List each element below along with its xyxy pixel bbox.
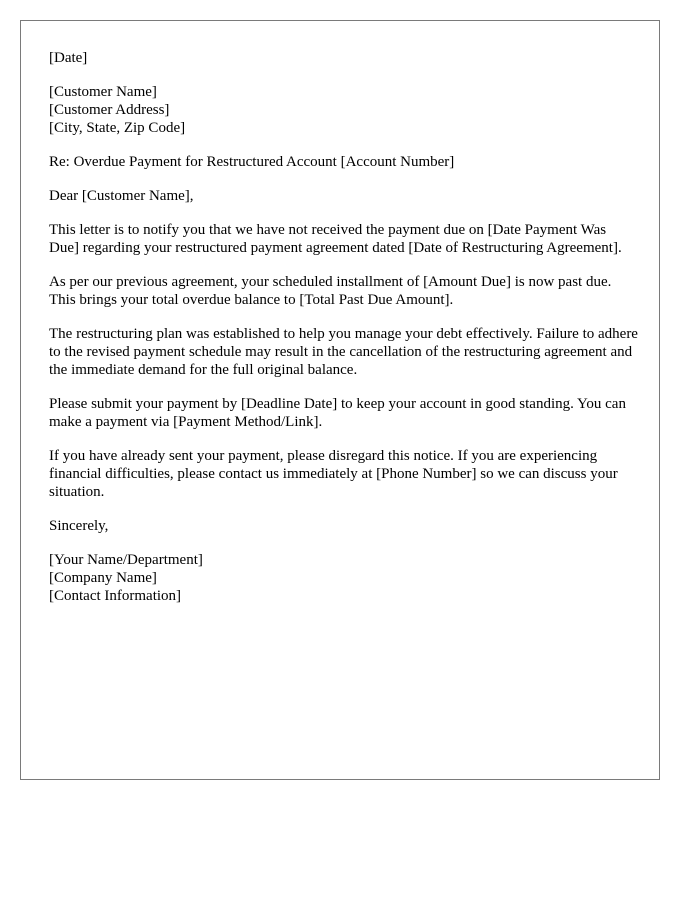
letter-salutation: Dear [Customer Name], (49, 188, 194, 204)
recipient-address: [Customer Address] (49, 102, 170, 118)
signature-company: [Company Name] (49, 570, 157, 586)
paragraph-consequences: The restructuring plan was established to help you manage your debt effectively. Failure to adhere to the revised payment schedule may result in the cancellation of the restructuring agreement and the immediate demand for the full original balance. (49, 326, 638, 378)
letter-page (20, 20, 660, 780)
salutation-block (49, 187, 639, 205)
recipient-city-state-zip: [City, State, Zip Code] (49, 120, 186, 136)
letter-date: [Date] (49, 50, 88, 66)
recipient-name: [Customer Name] (49, 84, 157, 100)
closing-block (49, 517, 639, 535)
signature-block (49, 551, 639, 605)
letter-date-block (49, 49, 639, 67)
letter-subject: Re: Overdue Payment for Restructured Account [Account Number] (49, 154, 455, 170)
subject-block (49, 153, 639, 171)
paragraph-amount-due: As per our previous agreement, your scheduled installment of [Amount Due] is now past due. This brings your total overdue balance to [Total Past Due Amount]. (49, 274, 612, 308)
signature-contact: [Contact Information] (49, 588, 182, 604)
letter-closing: Sincerely, (49, 518, 109, 534)
paragraph-disregard-notice: If you have already sent your payment, please disregard this notice. If you are experiencing financial difficulties, please contact us immediately at [Phone Number] so we can discuss your situation. (49, 448, 618, 500)
paragraph-notice: This letter is to notify you that we have not received the payment due on [Date Payment Was Due] regarding your restructured payment agreement dated [Date of Restructuring Agreement]. (49, 222, 622, 256)
recipient-block (49, 83, 639, 137)
paragraph-payment-instructions: Please submit your payment by [Deadline Date] to keep your account in good standing. You can make a payment via [Payment Method/Link]. (49, 396, 626, 430)
letter-content (49, 49, 639, 621)
signature-name-department: [Your Name/Department] (49, 552, 203, 568)
